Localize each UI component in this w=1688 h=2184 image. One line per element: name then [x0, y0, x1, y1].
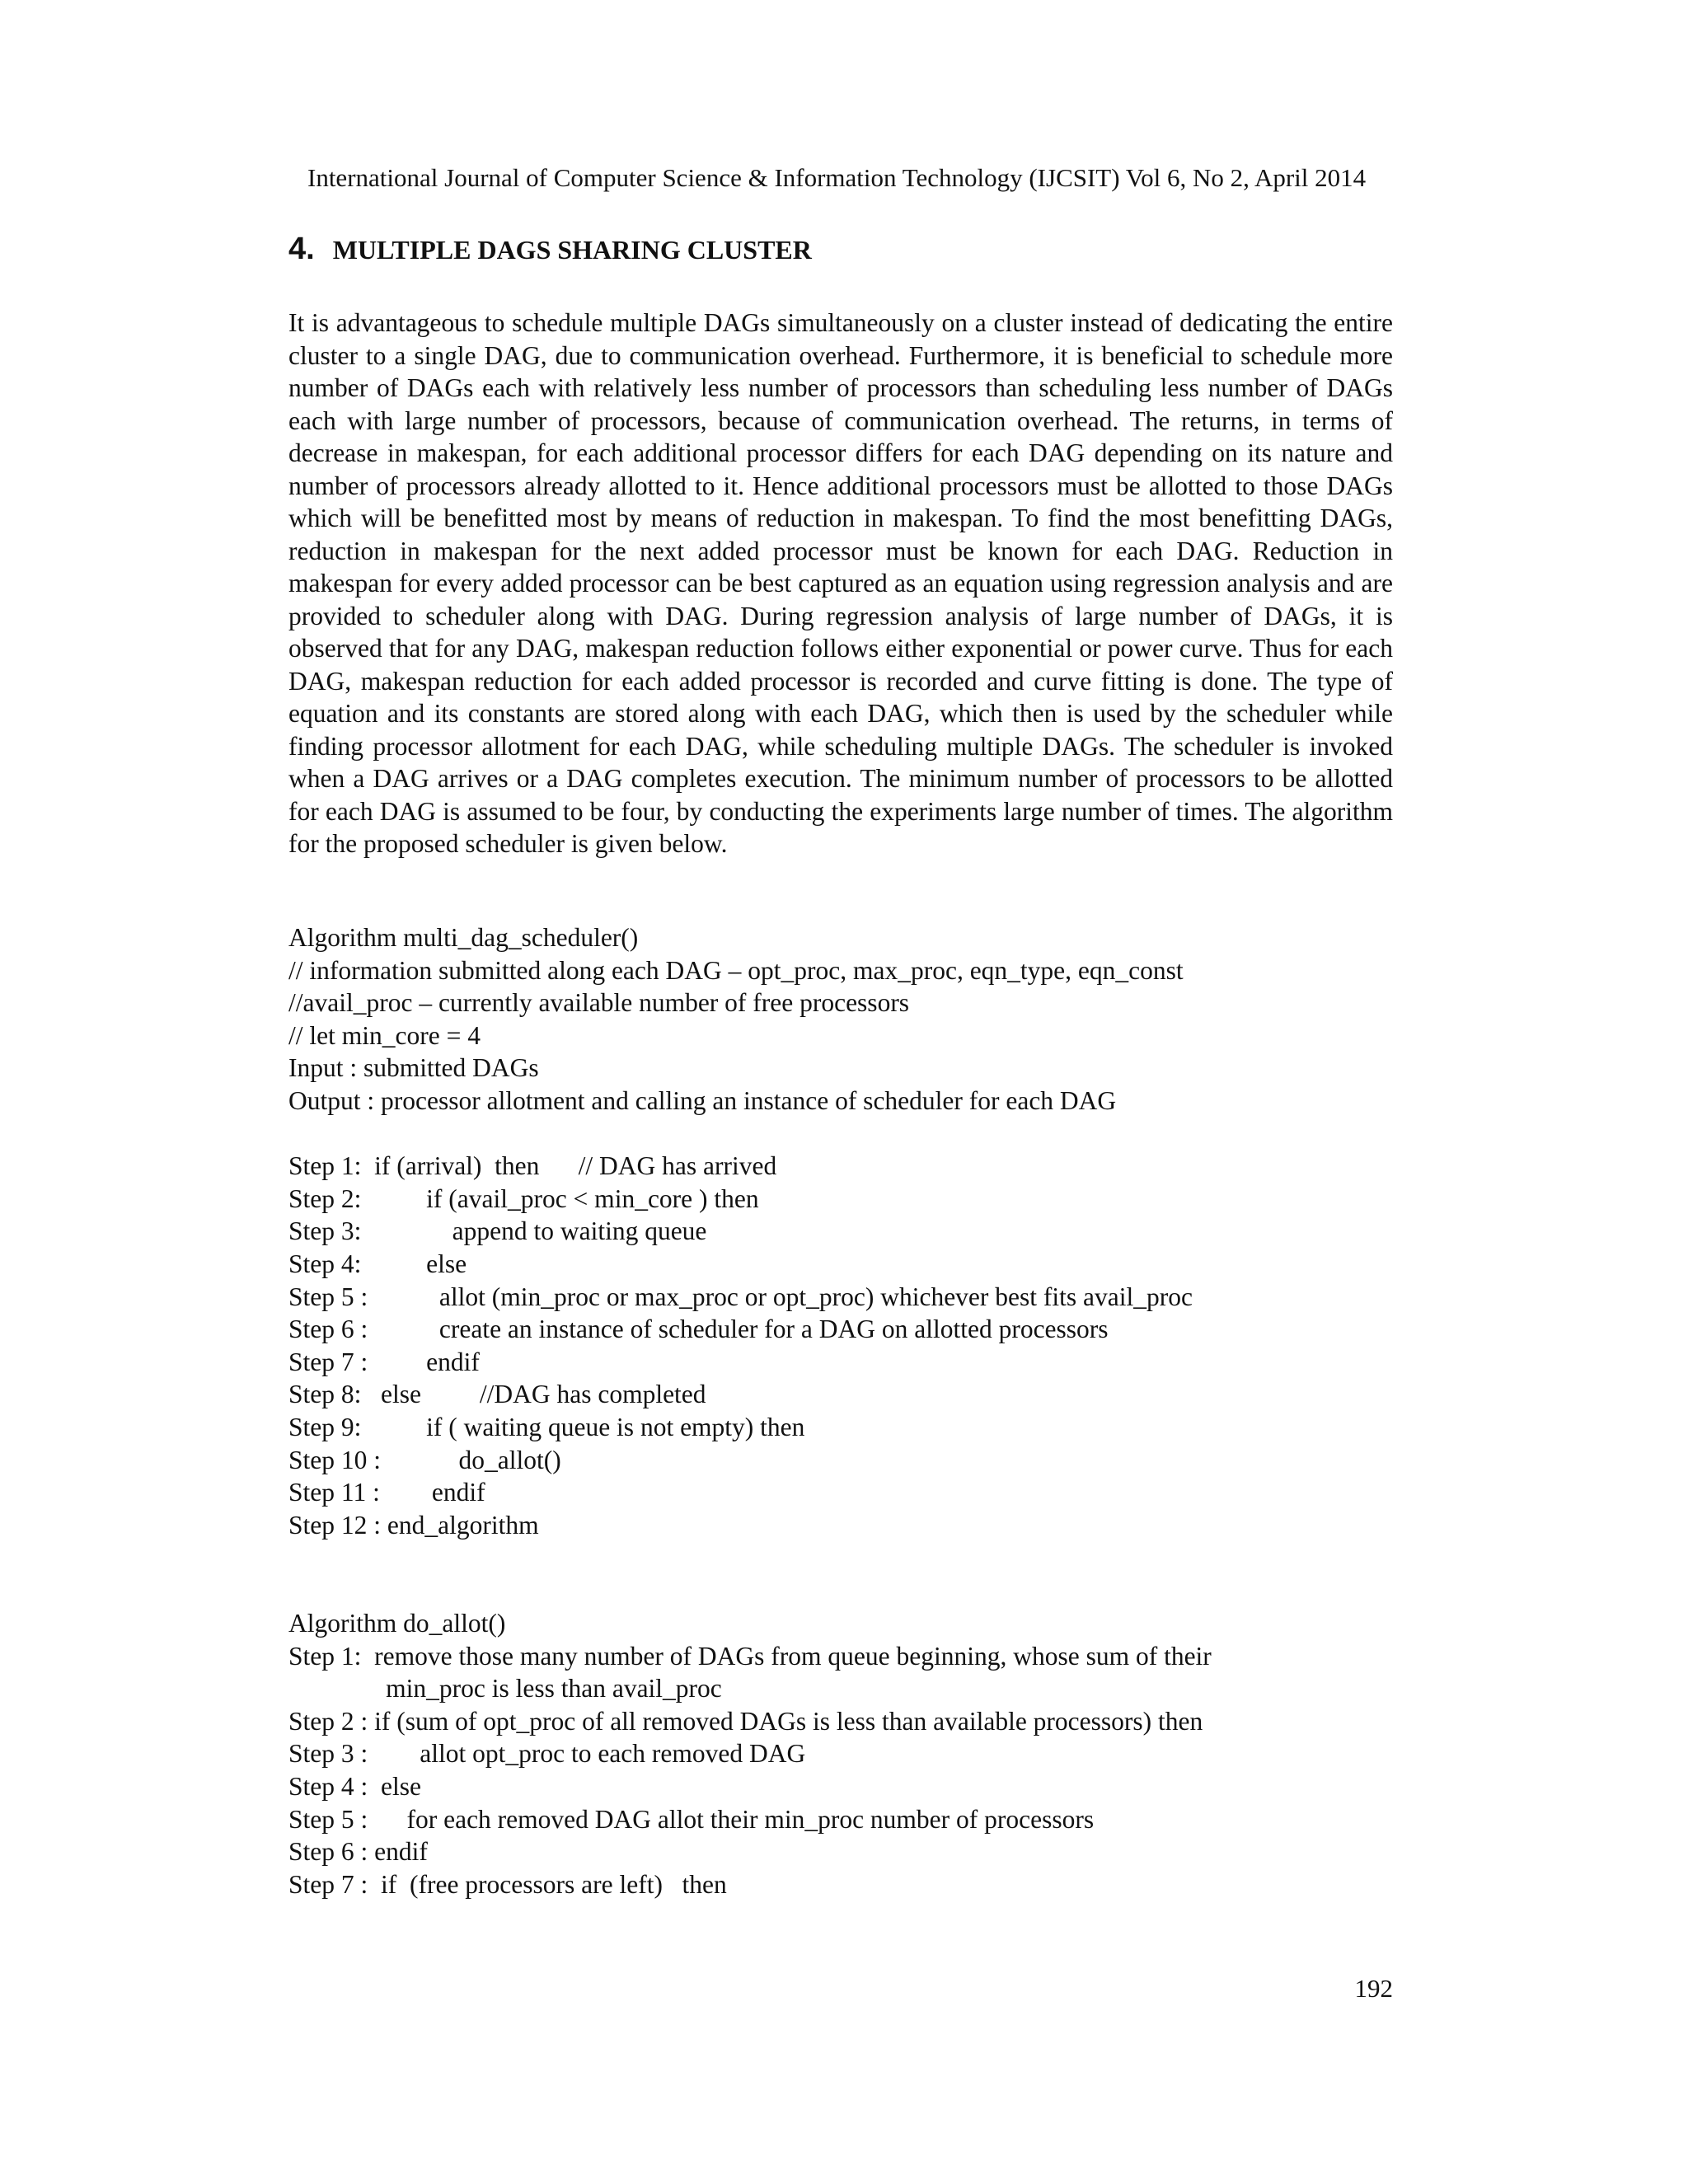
running-header: International Journal of Computer Science & Information Technology (IJCSIT) Vol 6, No 2, April 2014 — [307, 163, 1367, 192]
algo1-output-line: Output : processor allotment and calling an instance of scheduler for each DAG — [288, 1085, 1117, 1115]
section-number: 4. — [288, 232, 315, 266]
algo1-step-line: Step 11 : endif — [288, 1478, 485, 1507]
algo2-step-line: Step 6 : endif — [288, 1837, 428, 1867]
algo1-step-line: Step 10 : do_allot() — [288, 1445, 561, 1474]
algo1-step-line: Step 6 : create an instance of scheduler for a DAG on allotted processors — [288, 1315, 1109, 1344]
algo2-step-line: Step 5 : for each removed DAG allot their min_proc number of processors — [288, 1804, 1095, 1834]
algo1-step-line: Step 9: if ( waiting queue is not empty) then — [288, 1412, 805, 1441]
algo1-step-line: Step 3: append to waiting queue — [288, 1216, 707, 1246]
algo2-header-line: Algorithm do_allot() — [288, 1609, 506, 1638]
algo1-comment-line: //avail_proc – currently available number of free processors — [288, 988, 910, 1018]
algo1-input-line: Input : submitted DAGs — [288, 1053, 539, 1083]
algo1-comment-line: // let min_core = 4 — [288, 1020, 481, 1050]
algo2-step-line: Step 4 : else — [288, 1771, 421, 1801]
algo1-comment-line: // information submitted along each DAG – opt_proc, max_proc, eqn_type, eqn_const — [288, 955, 1184, 985]
algo2-step-line: Step 2 : if (sum of opt_proc of all removed DAGs is less than available processors) then — [288, 1706, 1203, 1736]
algo1-header-line: Algorithm multi_dag_scheduler() — [288, 923, 639, 952]
algo1-step-line: Step 2: if (avail_proc < min_core ) then — [288, 1183, 759, 1213]
algo1-step-line: Step 12 : end_algorithm — [288, 1510, 539, 1540]
body-paragraph: It is advantageous to schedule multiple DAGs simultaneously on a cluster instead of dedicating the entire cluster to a single DAG, due to communication overhead. Furthermore, it is beneficial to schedule more number of DAGs each with relatively less number of processors than scheduling less number of DAGs each with large number of processors, because of communication overhead. The returns, in terms of decrease in makespan, for each additional processor differs for each DAG depending on its nature and number of processors already allotted to it. Hence additional processors must be allotted to those DAGs which will be benefitted most by means of reduction in makespan. To find the most benefitting DAGs, reduction in makespan for the next added processor must be known for each DAG. Reduction in makespan for every added processor can be best captured as an equation using regression analysis and are provided to scheduler along with DAG. During regression analysis of large number of DAGs, it is observed that for any DAG, makespan reduction follows either exponential or power curve. Thus for each DAG, makespan reduction for each added processor is recorded and curve fitting is done. The type of equation and its constants are stored along with each DAG, which then is used by the scheduler while finding processor allotment for each DAG, while scheduling multiple DAGs. The scheduler is invoked when a DAG arrives or a DAG completes execution. The minimum number of processors to be allotted for each DAG is assumed to be four, by conducting the experiments large number of times. The algorithm for the proposed scheduler is given below. — [288, 308, 1393, 858]
algo2-step-line: min_proc is less than avail_proc — [288, 1674, 722, 1704]
blank-line — [288, 1118, 1409, 1151]
algo2-step-line: Step 7 : if (free processors are left) then — [288, 1869, 727, 1899]
algo1-step-line: Step 1: if (arrival) then // DAG has arrived — [288, 1151, 777, 1181]
algo1-step-line: Step 8: else //DAG has completed — [288, 1380, 706, 1409]
algo2-step-line: Step 3 : allot opt_proc to each removed DAG — [288, 1739, 806, 1769]
section-heading — [288, 229, 812, 275]
algo1-step-line: Step 5 : allot (min_proc or max_proc or opt_proc) whichever best fits avail_proc — [288, 1282, 1193, 1311]
algo2-step-line: Step 1: remove those many number of DAGs from queue beginning, whose sum of their — [288, 1641, 1212, 1671]
page-number: 192 — [1354, 1974, 1393, 2003]
algo1-step-line: Step 7 : endif — [288, 1347, 480, 1376]
algorithm-multi-dag-scheduler — [288, 921, 1409, 1541]
algorithm-do-allot — [288, 1607, 1409, 1900]
section-title: MULTIPLE DAGS SHARING CLUSTER — [332, 235, 812, 265]
algo1-step-line: Step 4: else — [288, 1249, 467, 1278]
